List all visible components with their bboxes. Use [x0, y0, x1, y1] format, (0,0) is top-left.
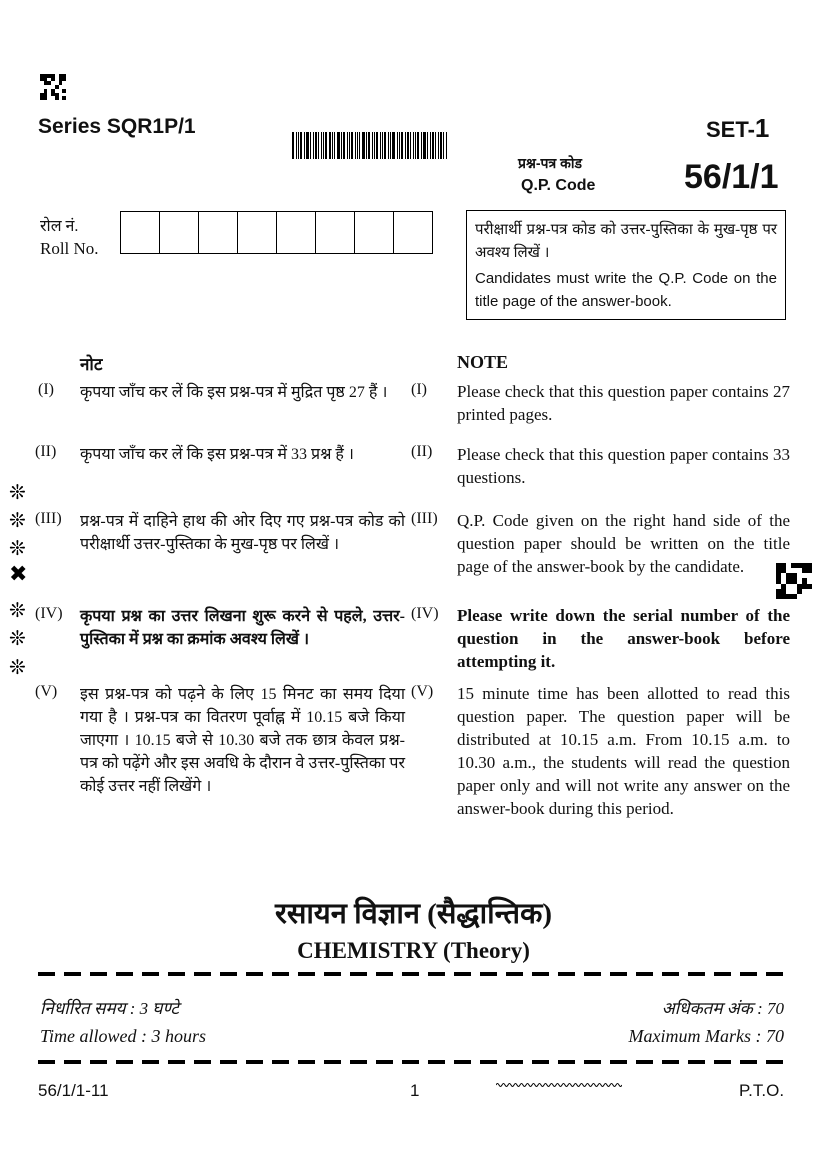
subject-english: CHEMISTRY (Theory) [297, 938, 530, 963]
roll-digit-box[interactable] [121, 212, 160, 253]
barcode-bar [334, 132, 335, 159]
qp-code-label-hindi: प्रश्न-पत्र कोड [518, 155, 582, 171]
barcode-bar [337, 132, 340, 159]
series-label: Series SQR1P/1 [38, 115, 196, 138]
barcode-bar [388, 132, 389, 159]
roll-digit-box[interactable] [355, 212, 394, 253]
barcode-bar [376, 132, 378, 159]
barcode-bar [332, 132, 333, 159]
barcode-bar [323, 132, 324, 159]
cross-icon: ✖ [9, 562, 28, 587]
note-number-right: (V) [411, 683, 434, 700]
barcode-bar [446, 132, 447, 159]
set-label: SET-1 [706, 113, 770, 143]
barcode-bar [430, 132, 431, 159]
barcode-bar [292, 132, 294, 159]
barcode-bar [372, 132, 373, 159]
roll-digit-box[interactable] [394, 212, 432, 253]
note-number-left: (V) [35, 683, 58, 700]
barcode-bar [399, 132, 400, 159]
wavy-line-icon [496, 1082, 622, 1088]
roll-digit-box[interactable] [277, 212, 316, 253]
barcode-bar [423, 132, 426, 159]
note-5-english: 15 minute time has been allotted to read this question paper. The question paper will be distributed at 10.15 a.m. From 10.15 a.m. to 10.30 a.m., the students will read the question paper only and will not write any answer on the answer-book during this period. [457, 684, 790, 818]
note-number-left: (I) [38, 381, 54, 398]
flower-icon: ❊ [9, 508, 26, 532]
note-1-hindi: कृपया जाँच कर लें कि इस प्रश्न-पत्र में मुद्रित पृष्ठ 27 हैं । [80, 384, 388, 401]
roll-number-boxes[interactable] [120, 211, 433, 254]
barcode-bar [349, 132, 350, 159]
note-1-english: Please check that this question paper contains 27 printed pages. [457, 382, 790, 424]
note-heading-hindi: नोट [80, 355, 103, 374]
note-3-hindi: प्रश्न-पत्र में दाहिने हाथ की ओर दिए गए प्रश्न-पत्र कोड को परीक्षार्थी उत्तर-पुस्तिका के मुख-पृष्ठ पर लिखें । [80, 513, 405, 553]
barcode-bar [427, 132, 428, 159]
barcode-bar [382, 132, 383, 159]
barcode-bar [343, 132, 345, 159]
barcode-bar [413, 132, 414, 159]
barcode-bar [407, 132, 409, 159]
barcode-bar [325, 132, 327, 159]
max-marks-hindi: अधिकतम अंक : 70 [661, 999, 784, 1018]
barcode-bar [415, 132, 416, 159]
page-number: 1 [410, 1081, 420, 1100]
pto-label: P.T.O. [739, 1081, 785, 1100]
barcode-bar [296, 132, 297, 159]
barcode-bar [306, 132, 309, 159]
roll-label-hindi: रोल नं. [40, 218, 79, 235]
flower-icon: ❊ [9, 536, 26, 560]
note-number-right: (IV) [411, 605, 439, 622]
time-allowed-english: Time allowed : 3 hours [40, 1026, 207, 1046]
barcode-icon [292, 132, 448, 159]
barcode-bar [315, 132, 317, 159]
barcode-bar [374, 132, 375, 159]
barcode-bar [321, 132, 322, 159]
max-marks-english: Maximum Marks : 70 [628, 1026, 784, 1046]
roll-digit-box[interactable] [199, 212, 238, 253]
barcode-bar [438, 132, 439, 159]
barcode-bar [329, 132, 331, 159]
barcode-bar [421, 132, 422, 159]
dashed-divider [38, 1060, 790, 1064]
barcode-bar [347, 132, 348, 159]
notice-english: Candidates must write the Q.P. Code on the title page of the answer-book. [475, 270, 777, 310]
note-number-right: (III) [411, 510, 438, 527]
qp-code-value: 56/1/1 [684, 158, 779, 196]
subject-hindi: रसायन विज्ञान (सैद्धान्तिक) [274, 898, 553, 930]
flower-icon: ❊ [9, 480, 26, 504]
barcode-bar [359, 132, 360, 159]
note-number-left: (II) [35, 443, 57, 460]
notice-hindi: परीक्षार्थी प्रश्न-पत्र कोड को उत्तर-पुस्तिका के मुख-पृष्ठ पर अवश्य लिखें । [475, 222, 777, 261]
barcode-bar [357, 132, 358, 159]
barcode-bar [432, 132, 434, 159]
note-number-left: (III) [35, 510, 62, 527]
barcode-bar [390, 132, 391, 159]
note-number-left: (IV) [35, 605, 63, 622]
barcode-bar [304, 132, 305, 159]
flower-icon: ❊ [9, 598, 26, 622]
barcode-bar [384, 132, 386, 159]
barcode-bar [405, 132, 406, 159]
note-heading-english: NOTE [457, 352, 509, 372]
note-number-right: (I) [411, 381, 427, 398]
roll-label-english: Roll No. [40, 239, 99, 258]
qr-module [62, 96, 66, 100]
footer-code: 56/1/1-11 [38, 1081, 109, 1100]
barcode-bar [440, 132, 442, 159]
barcode-bar [310, 132, 311, 159]
qp-code-notice-box [466, 210, 786, 320]
barcode-bar [417, 132, 419, 159]
flower-icon: ❊ [9, 626, 26, 650]
note-2-english: Please check that this question paper contains 33 questions. [457, 445, 790, 487]
dashed-divider [38, 972, 790, 976]
note-4-english: Please write down the serial number of the question in the answer-book before attempting it. [457, 606, 790, 671]
note-3-english: Q.P. Code given on the right hand side of the question paper should be written on the title page of the answer-book by the candidate. [457, 511, 790, 576]
roll-digit-box[interactable] [238, 212, 277, 253]
qr-code-top-icon [40, 74, 66, 100]
barcode-bar [410, 132, 411, 159]
barcode-bar [435, 132, 436, 159]
barcode-bar [392, 132, 395, 159]
note-number-right: (II) [411, 443, 433, 460]
note-5-hindi: इस प्रश्न-पत्र को पढ़ने के लिए 15 मिनट का समय दिया गया है । प्रश्न-पत्र का वितरण पूर्वाह्न में 10.15 बजे किया जाएगा । 10.15 बजे से 10.30 बजे तक छात्र केवल प्रश्न-पत्र को पढ़ेंगे और इस अवधि के दौरान वे उत्तर-पुस्तिका पर कोई उत्तर नहीं लिखेंगे । [80, 686, 405, 795]
roll-digit-box[interactable] [316, 212, 355, 253]
barcode-bar [443, 132, 444, 159]
time-allowed-hindi: निर्धारित समय : 3 घण्टे [40, 999, 179, 1018]
qr-module [807, 594, 812, 599]
barcode-bar [401, 132, 403, 159]
flower-icon: ❊ [9, 655, 26, 679]
barcode-bar [368, 132, 370, 159]
qr-code-side-icon [776, 563, 812, 599]
barcode-bar [313, 132, 314, 159]
note-4-hindi: कृपया प्रश्न का उत्तर लिखना शुरू करने से पहले, उत्तर-पुस्तिका में प्रश्न का क्रमांक अवश्य लिखें । [80, 608, 405, 648]
barcode-bar [341, 132, 342, 159]
barcode-bar [355, 132, 356, 159]
barcode-bar [300, 132, 302, 159]
barcode-bar [362, 132, 365, 159]
barcode-bar [366, 132, 367, 159]
barcode-bar [318, 132, 319, 159]
roll-digit-box[interactable] [160, 212, 199, 253]
qp-code-label-english: Q.P. Code [521, 177, 596, 194]
note-2-hindi: कृपया जाँच कर लें कि इस प्रश्न-पत्र में 33 प्रश्न हैं । [80, 446, 354, 463]
barcode-bar [397, 132, 398, 159]
barcode-bar [351, 132, 353, 159]
barcode-bar [380, 132, 381, 159]
barcode-bar [298, 132, 299, 159]
